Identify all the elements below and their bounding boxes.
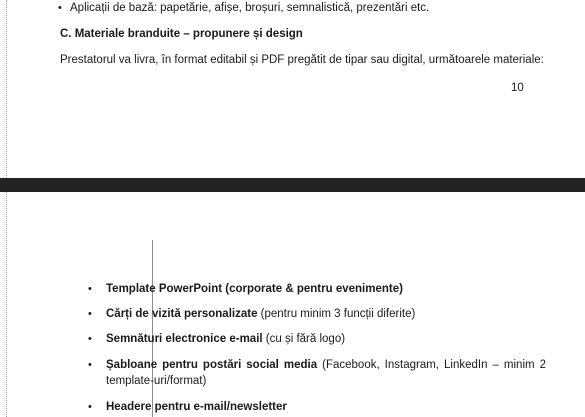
item-title: Template PowerPoint (corporate & pentru evenimente): [106, 283, 403, 295]
bullet-dot: •: [88, 283, 92, 295]
page-number: 10: [511, 82, 524, 94]
item-title: Cărți de vizită personalizate: [106, 308, 258, 320]
scan-edge-line: [6, 0, 7, 178]
item-title: Șabloane pentru postări social media: [106, 359, 318, 371]
bullet-dot: •: [88, 308, 92, 320]
section-heading: C. Materiale branduite – propunere și design: [60, 28, 303, 40]
bullet-text: Aplicații de bază: papetărie, afișe, broșuri, semnalistică, prezentări etc.: [70, 2, 430, 14]
intro-paragraph: Prestatorul va livra, în format editabil și PDF pregătit de tipar sau digital, următoarele materiale:: [60, 54, 544, 66]
item-detail: (Facebook, Instagram, LinkedIn – minim 2 template-uri/format): [106, 359, 546, 387]
item-detail: (cu și fără logo): [262, 333, 346, 345]
item-detail: (pentru minim 3 funcții diferite): [257, 308, 416, 320]
page-separator: [0, 178, 585, 192]
bullet-dot: •: [58, 2, 62, 14]
list-item: [88, 357, 548, 391]
item-title: Headere pentru e-mail/newsletter: [106, 401, 287, 413]
bullet-dot: •: [88, 333, 92, 345]
scan-edge-line: [6, 192, 7, 417]
item-title: Semnături electronice e-mail: [106, 333, 263, 345]
bullet-dot: •: [88, 401, 92, 413]
bullet-dot: •: [88, 359, 92, 371]
